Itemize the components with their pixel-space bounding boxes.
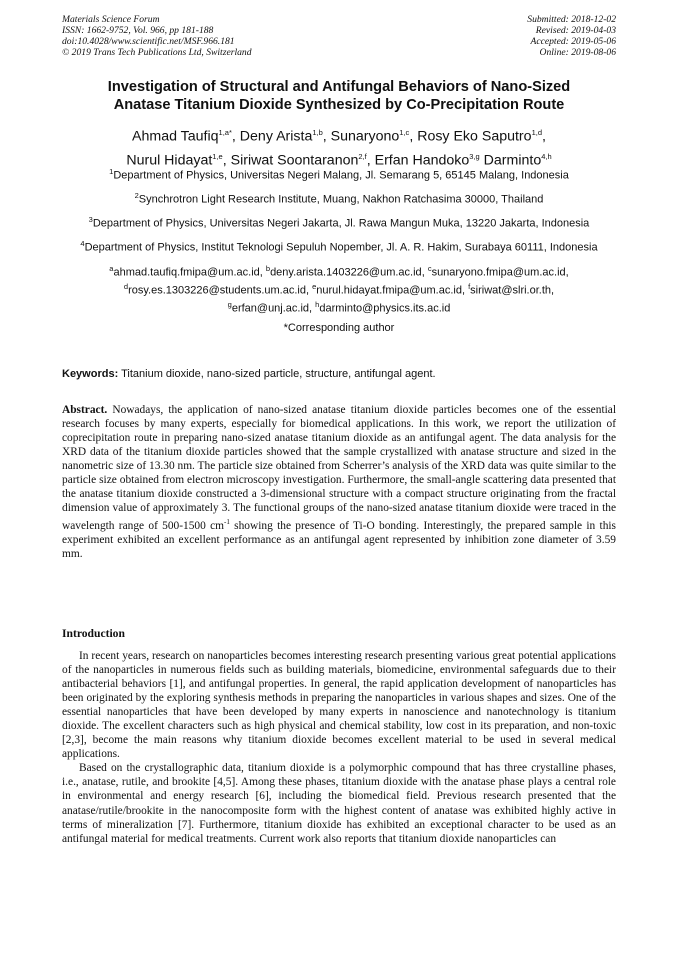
email-link[interactable]: darminto@physics.its.ac.id	[319, 302, 451, 315]
author-name: Deny Arista	[239, 128, 313, 145]
email-link[interactable]: erfan@unj.ac.id	[231, 302, 310, 315]
title-line: Investigation of Structural and Antifungal Behaviors of Nano-Sized	[107, 79, 571, 95]
affiliation: $^4$Department of Physics, Institut Teknologi Sepuluh Nopember, Jl. A. R. Hakim, Surabaya 60111, Indonesia	[80, 239, 598, 255]
author-line: Nurul Hidayat$^{1,e}$, Siriwat Soontaranon$^{2,f}$, Erfan Handoko$^{3,g}$ Darminto$^{4,h}$	[126, 152, 552, 169]
author-sup: 4,h	[541, 152, 552, 162]
author-sup: 1,e	[212, 152, 223, 162]
affiliations	[62, 165, 616, 336]
keywords-label: Keywords:	[62, 368, 119, 380]
email-list: $^a$ahmad.taufiq.fmipa@um.ac.id, $^b$deny.arista.1403226@um.ac.id, $^c$sunaryono.fmipa@um.ac.id, $^d$rosy.es.1303226@students.um.ac.id, $^e$nurul.hidayat.fmipa@um.ac.id, $^f$siriwat@slri.or.th, $^g$erfan@unj.ac.id, $^h$darminto@physics.its.ac.id	[109, 263, 569, 315]
author-sup: 1,a*	[218, 128, 232, 137]
date-online: Online: 2019-08-06	[539, 47, 616, 58]
date-submitted: Submitted: 2018-12-02	[527, 14, 616, 25]
author-sup: 1,b	[312, 128, 323, 137]
email-link[interactable]: ahmad.taufiq.fmipa@um.ac.id	[113, 266, 260, 279]
affiliation: $^2$Synchrotron Light Research Institute, Muang, Nakhon Ratchasima 30000, Thailand	[134, 191, 544, 206]
abstract: Abstract. Nowadays, the application of nano-sized anatase titanium dioxide particles becomes one of the essential research focuses by many experts, especially for biomedical applications. In this work, we report the utilization of coprecipitation route in preparing nano-sized anatase titanium dioxide as an antifungal agent. The data analysis for the XRD data of the titanium dioxide particles showed that the sample crystallized with anatase structure and sized in the nanometric size of 13.30 nm. The particle size obtained from Scherrer’s analysis of the XRD data was quite similar to the particle size obtained from electron microscopy investigation. Furthermore, the small-angle scattering data presented that the anatase titanium dioxide constructed a 3-dimensional structure with a compact structure originating from the fractal dimension value of approximately 3. The functional groups of the nano-sized anatase titanium dioxide were traced in the wavelength range of 500-1500 $cm^{-1}$ showing the presence of Ti-O bonding. Interestingly, the prepared sample in this experiment exhibited an excellent performance as an antifungal agent represented by inhibition zone diameter of 3.59 mm.	[62, 404, 616, 561]
journal-name: Materials Science Forum	[62, 14, 160, 25]
author-name: Siriwat Soontaranon	[230, 152, 359, 169]
author-line: Ahmad Taufiq$^{1,a*}$, Deny Arista$^{1,b}$, Sunaryono$^{1,c}$, Rosy Eko Saputro$^{1,d}$,	[132, 128, 546, 145]
journal-doi: doi:10.4028/www.scientific.net/MSF.966.181	[62, 36, 235, 47]
abstract-text: showing the presence of Ti-O bonding. Interestingly, the prepared sample in this experiment exhibited an excellent performance as an antifungal agent represented by inhibition zone diameter of 3.59 mm.	[62, 520, 616, 561]
section-heading: Introduction	[62, 627, 125, 640]
author-sup: 1,c	[399, 128, 410, 137]
email-link[interactable]: rosy.es.1303226@students.um.ac.id	[128, 284, 306, 297]
author-name: Darminto	[483, 152, 542, 169]
date-accepted: Accepted: 2019-05-06	[530, 36, 616, 47]
author-name: Sunaryono	[330, 128, 400, 145]
author-name: Rosy Eko Saputro	[417, 128, 532, 145]
paper-title	[62, 78, 616, 114]
email-link[interactable]: nurul.hidayat.fmipa@um.ac.id	[316, 284, 462, 297]
email-link[interactable]: deny.arista.1403226@um.ac.id	[270, 266, 422, 279]
paragraph: Based on the crystallographic data, titanium dioxide is a polymorphic compound that has three crystalline phases, i.e., anatase, rutile, and brookite [4,5]. Among these phases, titanium dioxide with the anatase phase plays a central role in environmental and energy research [6], including the biomedical field. Previous research presented that the anatase/rutile/brookite in the nanocomposite form with the highest content of anatase was exhibited highly active in terms of mineralization [7]. Furthermore, titanium dioxide has exhibited an exceptional character to be used as an antifungal material for medical treatments. Current work also reports that titanium dioxide nanoparticles can	[62, 762, 616, 845]
email-link[interactable]: sunaryono.fmipa@um.ac.id	[431, 266, 566, 279]
title-line: Anatase Titanium Dioxide Synthesized by Co-Precipitation Route	[113, 97, 565, 113]
abstract-label: Abstract.	[62, 404, 108, 416]
paragraph: In recent years, research on nanoparticles becomes interesting research presenting various great potential applications of the nanoparticles in numerous fields such as building materials, biomedicine, environmental safeguards due to their antibacterial behaviors [1], and antifungal properties. In general, the rapid application development of nanoparticles has been originated by the exploring synthesis methods in preparing the nanoparticles in various shapes and sizes. One of the essential nanoparticles that have been developed by many experts in nanoscience and nanotechnology is titanium dioxide. The excellent characters such as high physical and chemical stability, low cost in its preparation, and non-toxic [2,3], become the main reasons why titanium dioxide becomes excellent material to be used in several medical applications.	[62, 650, 616, 761]
corresponding-author-note: *Corresponding author	[283, 322, 395, 335]
author-name: Ahmad Taufiq	[132, 128, 219, 145]
affiliation: $^3$Department of Physics, Universitas Negeri Jakarta, Jl. Rawa Mangun Muka, 13220 Jakarta, Indonesia	[88, 215, 590, 230]
abstract-text: Nowadays, the application of nano-sized anatase titanium dioxide particles becomes one of the essential research focuses by many experts, especially for biomedical applications. In this work, we report the utilization of coprecipitation route in preparing nano-sized anatase titanium dioxide as an antifungal agent. The data analysis for the XRD data of the titanium dioxide particles showed that the sample crystallized with anatase structure and sized in the nanometric size of 13.30 nm. The particle size obtained from Scherrer’s analysis of the XRD data was quite similar to the particle size obtained from electron microscopy investigation. Furthermore, the small-angle scattering data presented that the anatase titanium dioxide constructed a 3-dimensional structure with a compact structure originating from the fractal dimension value of approximately 3. The functional groups of the nano-sized anatase titanium dioxide were traced in the wavelength range of 500-1500 cm	[62, 404, 616, 533]
journal-issn: ISSN: 1662-9752, Vol. 966, pp 181-188	[62, 25, 214, 36]
introduction-body	[62, 649, 616, 846]
keywords-text: Titanium dioxide, nano-sized particle, structure, antifungal agent.	[121, 368, 436, 380]
author-name: Nurul Hidayat	[126, 152, 213, 169]
publication-dates	[527, 14, 616, 58]
keywords	[62, 367, 616, 381]
author-sup: 1,d	[531, 128, 542, 137]
journal-info	[62, 14, 252, 58]
author-sup: 3,g	[469, 152, 480, 162]
author-name: Erfan Handoko	[374, 152, 470, 169]
email-link[interactable]: siriwat@slri.or.th	[470, 284, 552, 297]
journal-copyright: © 2019 Trans Tech Publications Ltd, Switzerland	[62, 47, 252, 58]
affiliation: $^1$Department of Physics, Universitas Negeri Malang, Jl. Semarang 5, 65145 Malang, Indonesia	[109, 167, 569, 182]
author-sup: 2,f	[358, 152, 367, 162]
date-revised: Revised: 2019-04-03	[535, 25, 616, 36]
